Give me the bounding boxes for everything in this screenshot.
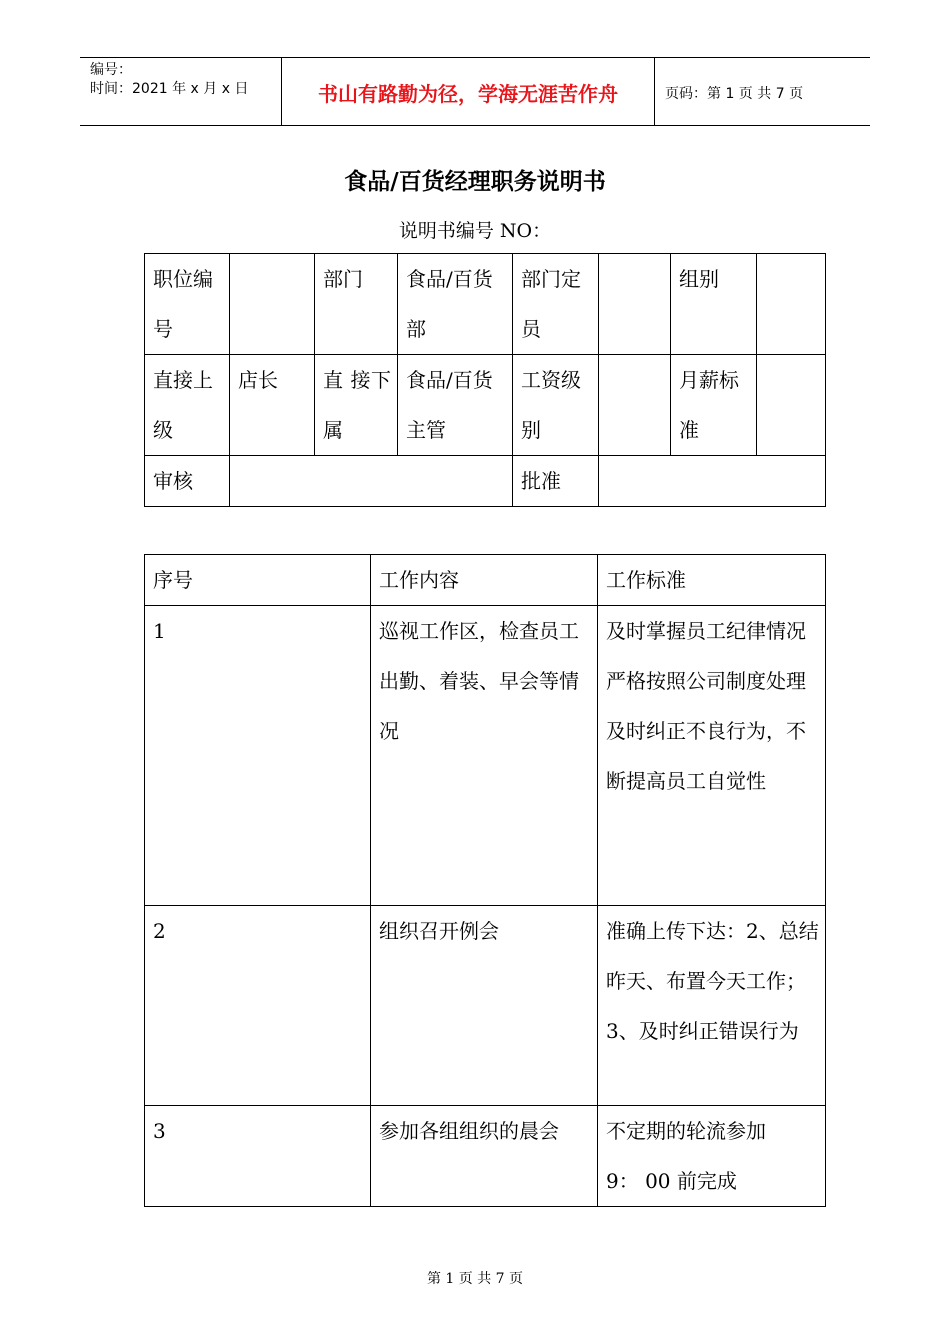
doc-number-label: 编号：	[90, 62, 132, 78]
header-bottom-rule	[80, 125, 870, 126]
standard-line: 及时掌握员工纪律情况	[606, 619, 806, 643]
monthly-pay-label: 月薪标准	[671, 355, 757, 456]
dept-quota-label: 部门定员	[513, 254, 599, 355]
table-row	[145, 355, 826, 456]
table-row	[145, 254, 826, 355]
review-value	[230, 456, 513, 507]
row-content: 巡视工作区，检查员工出勤、着装、早会等情况	[371, 606, 598, 906]
dept-value: 食品/百货部	[398, 254, 513, 355]
subordinate-label: 直 接下属	[315, 355, 398, 456]
duties-table	[144, 554, 826, 1207]
position-no-label: 职位编号	[145, 254, 230, 355]
superior-value: 店长	[230, 355, 315, 456]
superior-label: 直接上级	[145, 355, 230, 456]
subordinate-value: 食品/百货主管	[398, 355, 513, 456]
table-row	[145, 606, 826, 906]
standard-line: 及时纠正不良行为，不断提高员工自觉性	[606, 719, 806, 793]
page-footer: 第 1 页 共 7 页	[426, 1271, 524, 1287]
standard-line: 严格按照公司制度处理	[606, 669, 806, 693]
header-divider-right	[654, 57, 655, 125]
row-standard	[598, 906, 826, 1106]
position-no-value	[230, 254, 315, 355]
review-label: 审核	[145, 456, 230, 507]
row-content: 参加各组组织的晨会	[371, 1106, 598, 1207]
row-content: 组织召开例会	[371, 906, 598, 1106]
document-number: 说明书编号 NO：	[398, 220, 552, 242]
header-slogan: 书山有路勤为径，学海无涯苦作舟	[318, 82, 618, 106]
salary-grade-value	[599, 355, 671, 456]
header-no: 序号	[145, 555, 371, 606]
standard-line: 9： 00 前完成	[606, 1169, 737, 1193]
document-title: 食品/百货经理职务说明书	[344, 168, 606, 195]
header-standard: 工作标准	[598, 555, 826, 606]
standard-line: 不定期的轮流参加	[606, 1119, 766, 1143]
row-no: 3	[145, 1106, 371, 1207]
standard-line: 准确上传下达：2、总结昨天、布置今天工作；3、及时纠正错误行为	[606, 919, 819, 1043]
header-content: 工作内容	[371, 555, 598, 606]
salary-grade-label: 工资级别	[513, 355, 599, 456]
table-header-row	[145, 555, 826, 606]
row-no: 2	[145, 906, 371, 1106]
approve-value	[599, 456, 826, 507]
group-label: 组别	[671, 254, 757, 355]
table-row	[145, 906, 826, 1106]
header-page-info: 页码：第 1 页 共 7 页	[665, 86, 804, 102]
row-standard	[598, 1106, 826, 1207]
group-value	[757, 254, 826, 355]
table-row	[145, 456, 826, 507]
row-no: 1	[145, 606, 371, 906]
doc-time-label: 时间：2021 年 x 月 x 日	[90, 81, 249, 97]
table-row	[145, 1106, 826, 1207]
row-standard	[598, 606, 826, 906]
position-info-table	[144, 253, 826, 507]
approve-label: 批准	[513, 456, 599, 507]
header-top-rule	[80, 57, 870, 58]
monthly-pay-value	[757, 355, 826, 456]
dept-quota-value	[599, 254, 671, 355]
dept-label: 部门	[315, 254, 398, 355]
